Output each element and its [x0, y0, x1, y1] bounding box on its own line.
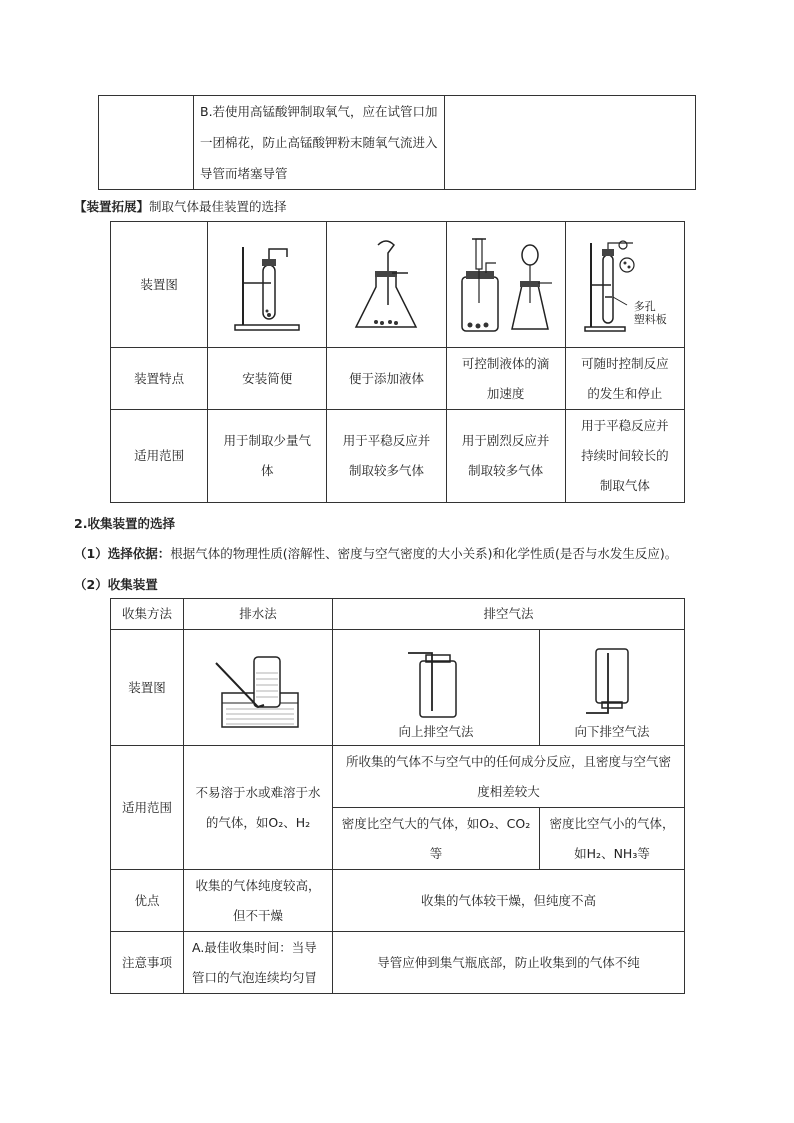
- feature-3: 可控制液体的滴加速度: [446, 348, 565, 410]
- plate-label: [634, 300, 667, 326]
- row-label-feature: 装置特点: [111, 348, 208, 410]
- device-diagram-4: [565, 222, 684, 348]
- top-table-empty-cell: [99, 96, 194, 190]
- scope-1: 用于制取少量气体: [208, 410, 327, 503]
- down-air-label: 向下排空气法: [574, 724, 650, 739]
- test-tube-stand-diagram: [227, 235, 307, 335]
- collect-table: [110, 598, 685, 994]
- water-displacement-diagram: [208, 643, 308, 733]
- long-neck-funnel-flask-diagram: [346, 235, 426, 335]
- top-table: [98, 95, 696, 190]
- row-diagram: 装置图: [111, 630, 184, 746]
- scope-2: 用于平稳反应并制取较多气体: [327, 410, 446, 503]
- air-note: 导管应伸到集气瓶底部，防止收集到的气体不纯: [333, 932, 685, 994]
- water-adv: 收集的气体纯度较高，但不干燥: [184, 870, 333, 932]
- syringe-and-dropping-funnel-diagram: [456, 233, 556, 337]
- section2-title: 2.收集装置的选择: [74, 516, 175, 531]
- plate-label-line1: 多孔: [633, 300, 656, 313]
- down-air-cell: [540, 630, 685, 746]
- upward-air-bottle-diagram: [406, 643, 466, 719]
- feature-1: 安装简便: [208, 348, 327, 410]
- up-scope: 密度比空气大的气体，如O₂、CO₂等: [333, 808, 540, 870]
- ext-heading-text: 制取气体最佳装置的选择: [149, 199, 287, 214]
- air-scope-common: 所收集的气体不与空气中的任何成分反应，且密度与空气密度相差较大: [333, 746, 685, 808]
- basis-text: 根据气体的物理性质(溶解性、密度与空气密度的大小关系)和化学性质(是否与水发生反应)。: [170, 546, 678, 561]
- feature-4: 可随时控制反应的发生和停止: [565, 348, 684, 410]
- row-adv: 优点: [111, 870, 184, 932]
- scope-4: 用于平稳反应并持续时间较长的制取气体: [565, 410, 684, 503]
- water-scope: 不易溶于水或难溶于水的气体，如O₂、H₂: [184, 746, 333, 870]
- downward-air-bottle-diagram: [582, 643, 642, 719]
- up-air-cell: [333, 630, 540, 746]
- basis-label: （1）选择依据：: [74, 546, 171, 561]
- note-b-cell: [194, 96, 445, 190]
- row-scope: 适用范围: [111, 746, 184, 870]
- ext-heading-bracket: 【装置拓展】: [74, 199, 150, 214]
- section2-sub2: （2）收集装置: [74, 577, 158, 592]
- up-air-label: 向上排空气法: [398, 724, 474, 739]
- h-water: 排水法: [184, 599, 333, 630]
- row-label-scope: 适用范围: [111, 410, 208, 503]
- device-diagram-3: [446, 222, 565, 348]
- ext-heading: [74, 197, 287, 215]
- device-diagram-1: [208, 222, 327, 348]
- device-diagram-2: [327, 222, 446, 348]
- row-note: 注意事项: [111, 932, 184, 994]
- section2-basis: [74, 544, 677, 562]
- h-air: 排空气法: [333, 599, 685, 630]
- plate-label-line2: 塑料板: [633, 313, 667, 326]
- water-note: A.最佳收集时间：当导管口的气泡连续均匀冒: [184, 932, 333, 994]
- scope-3: 用于剧烈反应并制取较多气体: [446, 410, 565, 503]
- water-diagram-cell: [184, 630, 333, 746]
- feature-2: 便于添加液体: [327, 348, 446, 410]
- down-scope: 密度比空气小的气体，如H₂、NH₃等: [540, 808, 685, 870]
- device-table: [110, 221, 685, 503]
- h-method: 收集方法: [111, 599, 184, 630]
- row-label-diagram: 装置图: [111, 222, 208, 348]
- note-b-text: B.若使用高锰酸钾制取氧气，应在试管口加一团棉花，防止高锰酸钾粉末随氧气流进入导管而堵塞导管: [200, 104, 438, 181]
- top-table-empty-cell-2: [445, 96, 696, 190]
- air-adv: 收集的气体较干燥，但纯度不高: [333, 870, 685, 932]
